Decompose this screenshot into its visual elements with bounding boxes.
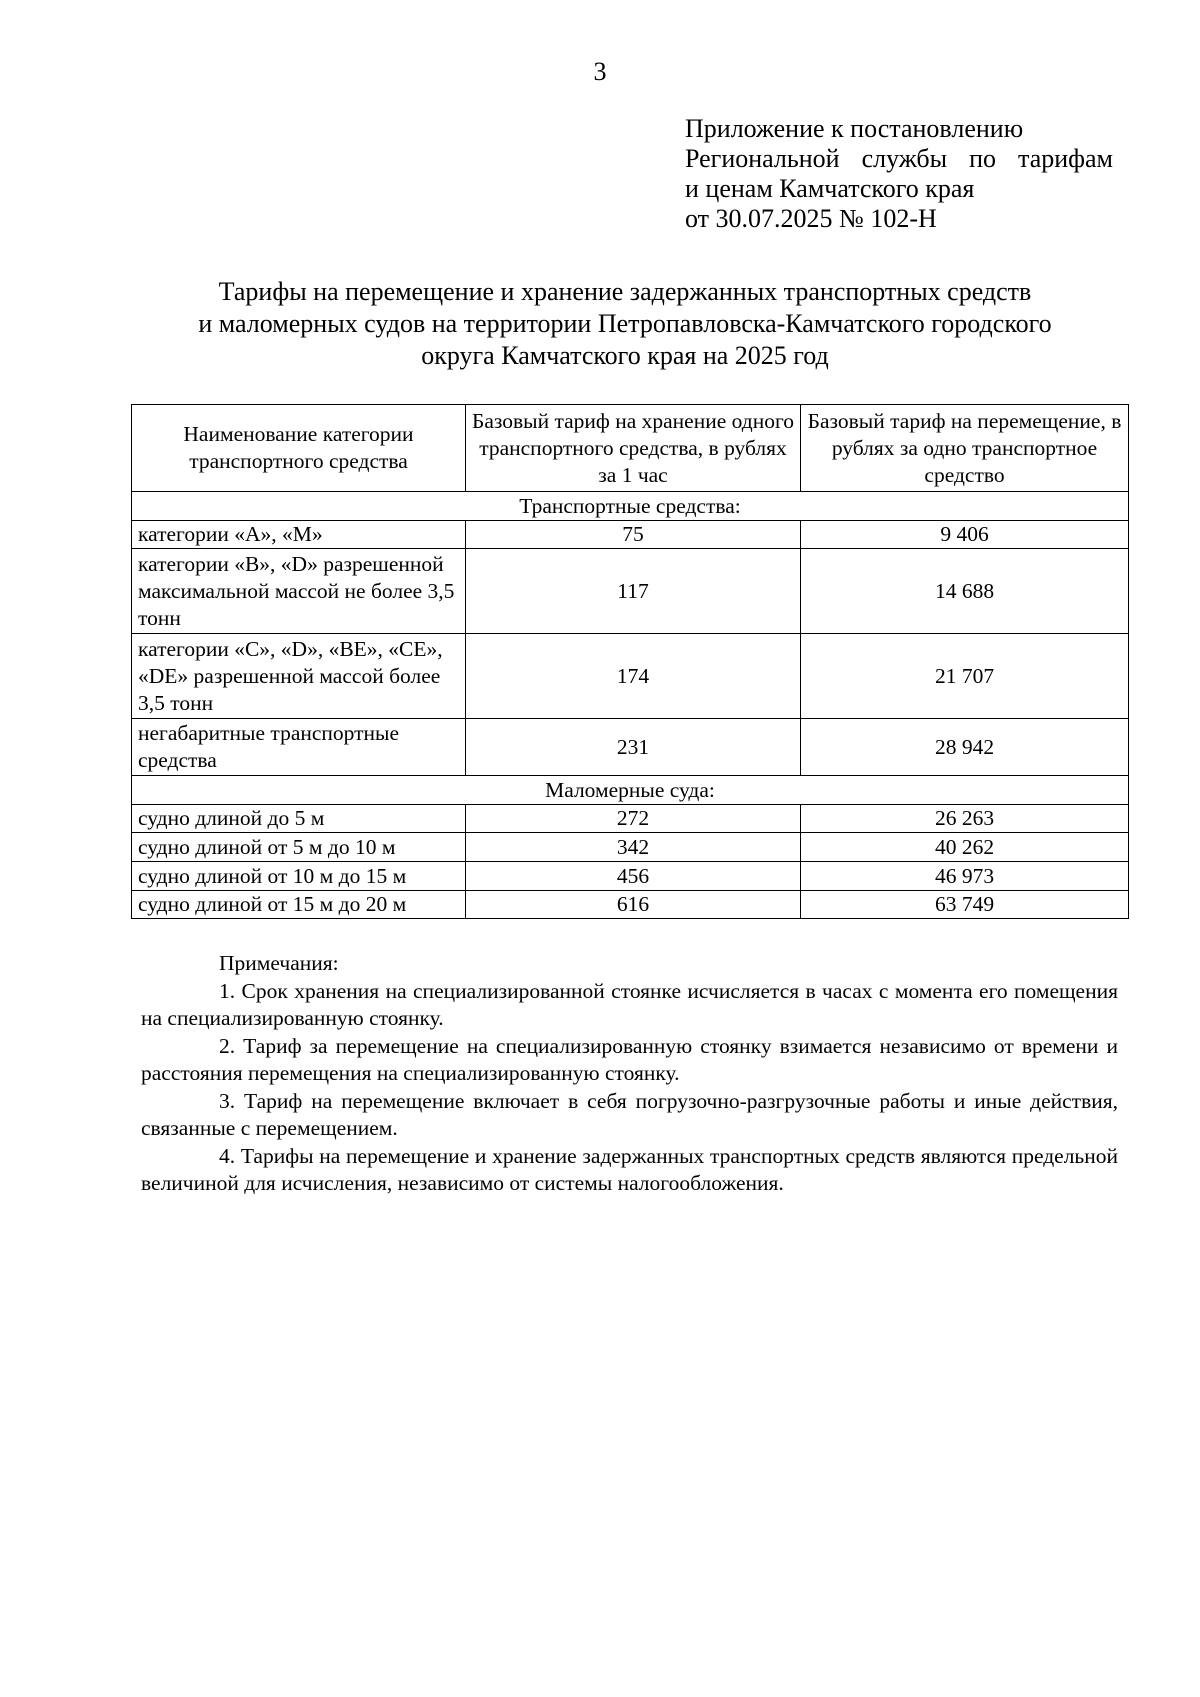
- table-row: [132, 549, 1129, 634]
- row-transfer-tariff: 28 942: [801, 719, 1129, 776]
- row-storage-tariff: 117: [466, 549, 801, 634]
- title-line: округа Камчатского края на 2025 год: [421, 341, 829, 370]
- row-category: судно длиной от 5 м до 10 м: [132, 833, 466, 862]
- note-item: 4. Тарифы на перемещение и хранение задержанных транспортных средств являются предельной величиной для исчисления, независимо от системы налогообложения.: [141, 1143, 1118, 1195]
- row-storage-tariff: 616: [466, 891, 801, 919]
- note-item: 3. Тариф на перемещение включает в себя погрузочно-разгрузочные работы и иные действия, связанные с перемещением.: [141, 1088, 1118, 1140]
- row-storage-tariff: 174: [466, 634, 801, 719]
- row-transfer-tariff: 46 973: [801, 862, 1129, 891]
- row-category: категории «В», «D» разрешенной максимальной массой не более 3,5 тонн: [132, 549, 466, 634]
- row-category: негабаритные транспортные средства: [132, 719, 466, 776]
- row-storage-tariff: 75: [466, 521, 801, 549]
- row-category: судно длиной до 5 м: [132, 805, 466, 833]
- column-header-category: Наименование категории транспортного средства: [132, 405, 466, 492]
- row-transfer-tariff: 63 749: [801, 891, 1129, 919]
- notes-title: Примечания:: [219, 951, 339, 975]
- section-header-boats: Маломерные суда:: [132, 776, 1129, 805]
- column-header-transfer: Базовый тариф на перемещение, в рублях за одно транспортное средство: [801, 405, 1129, 492]
- row-storage-tariff: 272: [466, 805, 801, 833]
- note-item: 1. Срок хранения на специализированной стоянке исчисляется в часах с момента его помещения на специализированную стоянку.: [141, 978, 1118, 1030]
- row-transfer-tariff: 9 406: [801, 521, 1129, 549]
- appendix-line: Региональной службы по тарифам: [685, 144, 1113, 173]
- tariff-table: [131, 404, 1129, 919]
- row-category: категории «А», «М»: [132, 521, 466, 549]
- row-transfer-tariff: 21 707: [801, 634, 1129, 719]
- appendix-line: Приложение к постановлению: [685, 114, 1024, 143]
- row-storage-tariff: 231: [466, 719, 801, 776]
- appendix-line: и ценам Камчатского края: [685, 174, 975, 203]
- notes-block: [141, 950, 1118, 1198]
- table-row: [132, 862, 1129, 891]
- appendix-line: от 30.07.2025 № 102-Н: [685, 204, 937, 233]
- row-category: судно длиной от 10 м до 15 м: [132, 862, 466, 891]
- row-storage-tariff: 456: [466, 862, 801, 891]
- title-line: и маломерных судов на территории Петропавловска-Камчатского городского: [198, 309, 1052, 338]
- table-row: [132, 805, 1129, 833]
- table-row: [132, 891, 1129, 919]
- row-category: категории «С», «D», «ВЕ», «СЕ», «DЕ» разрешенной массой более 3,5 тонн: [132, 634, 466, 719]
- appendix-block: [685, 114, 1113, 234]
- table-row: [132, 833, 1129, 862]
- column-header-storage: Базовый тариф на хранение одного транспортного средства, в рублях за 1 час: [466, 405, 801, 492]
- section-header-vehicles: Транспортные средства:: [132, 492, 1129, 521]
- table-row: [132, 521, 1129, 549]
- document-title: [130, 276, 1120, 372]
- row-transfer-tariff: 14 688: [801, 549, 1129, 634]
- row-storage-tariff: 342: [466, 833, 801, 862]
- table-row: [132, 634, 1129, 719]
- row-category: судно длиной от 15 м до 20 м: [132, 891, 466, 919]
- title-line: Тарифы на перемещение и хранение задержанных транспортных средств: [218, 277, 1032, 306]
- page-number: 3: [593, 57, 607, 86]
- note-item: 2. Тариф за перемещение на специализированную стоянку взимается независимо от времени и расстояния перемещения на специализированную стоянку.: [141, 1033, 1118, 1085]
- table-row: [132, 719, 1129, 776]
- row-transfer-tariff: 26 263: [801, 805, 1129, 833]
- row-transfer-tariff: 40 262: [801, 833, 1129, 862]
